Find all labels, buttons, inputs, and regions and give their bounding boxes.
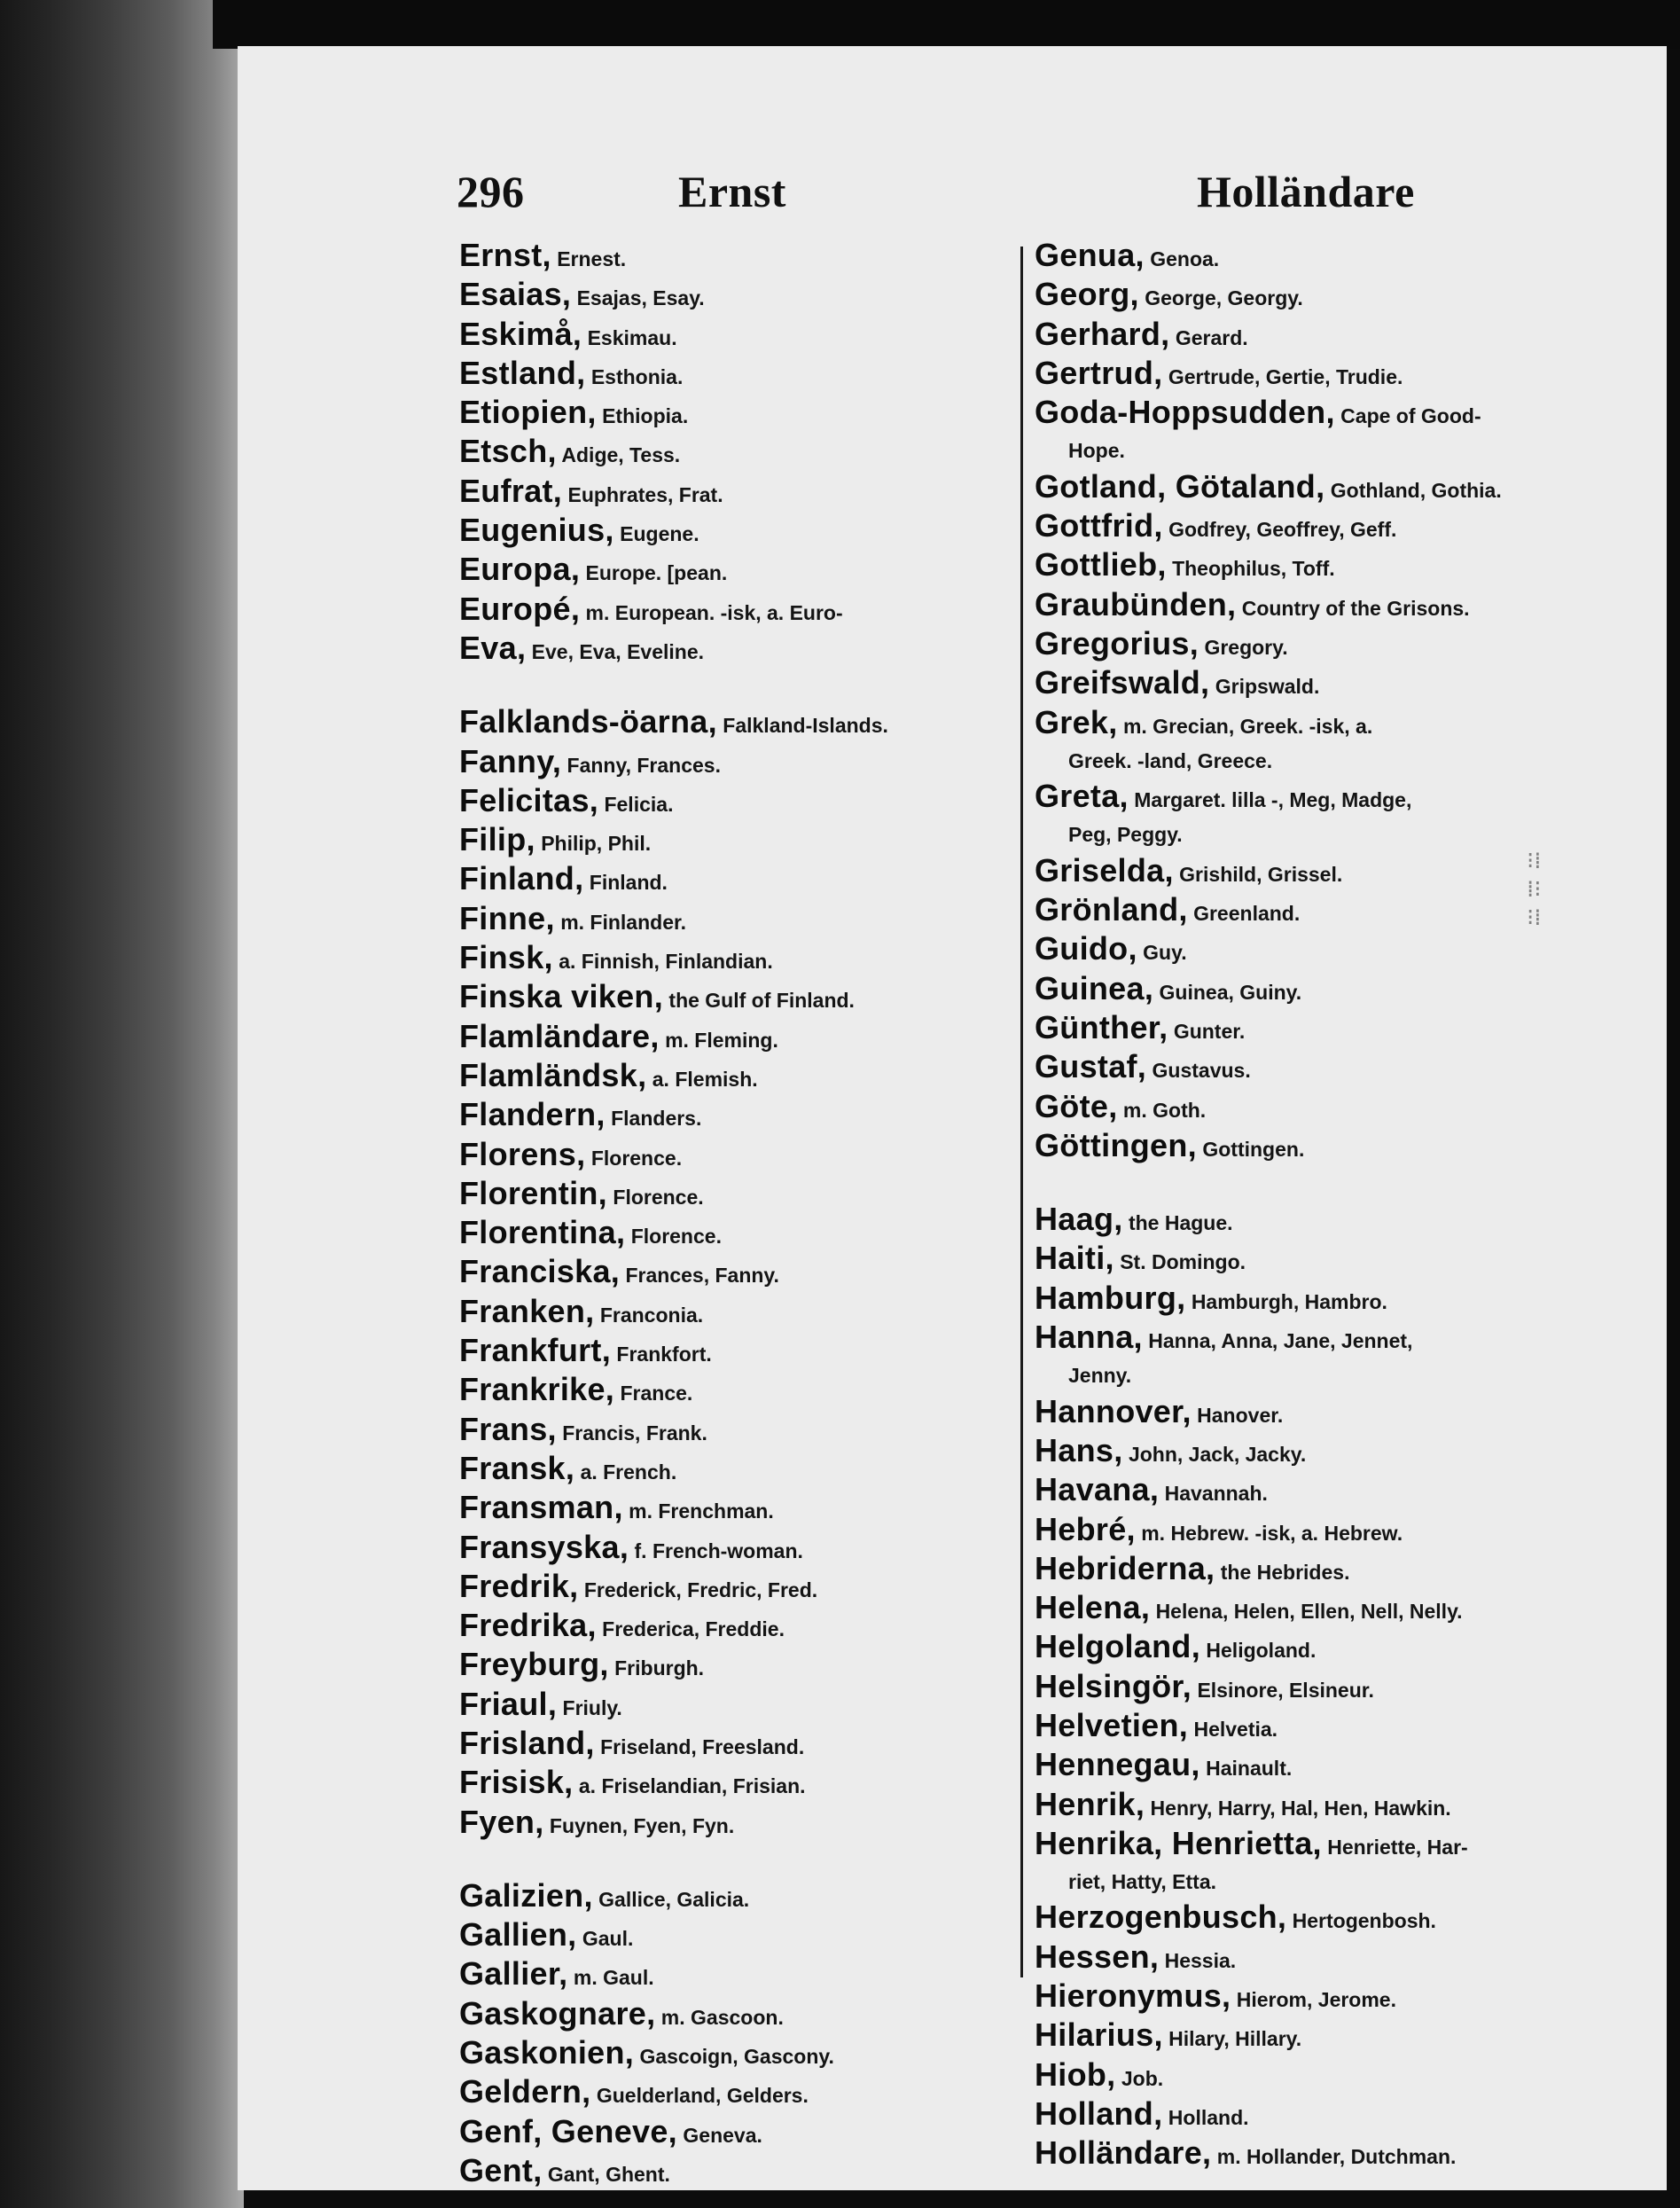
- dictionary-entry: [459, 513, 1040, 552]
- dictionary-entry: [459, 1451, 1040, 1490]
- definition: Philip, Phil.: [541, 832, 652, 856]
- definition: a. Flemish.: [652, 1067, 758, 1091]
- definition: m. Grecian, Greek. -isk, a.: [1122, 714, 1373, 738]
- definition: m. Gaul.: [573, 1966, 654, 1990]
- dictionary-entry: [1035, 1010, 1602, 1049]
- definition: Gallice, Galicia.: [598, 1887, 750, 1911]
- definition: Friseland, Freesland.: [600, 1734, 805, 1758]
- dictionary-entry: [459, 2114, 1040, 2153]
- dictionary-entry: [1035, 508, 1602, 547]
- definition: Hilary, Hillary.: [1168, 2027, 1302, 2051]
- headword: Filip,: [459, 821, 535, 858]
- definition: Havannah.: [1164, 1482, 1268, 1506]
- dictionary-entry: [1035, 1551, 1602, 1590]
- headword: Haag,: [1035, 1201, 1123, 1238]
- definition: Frederick, Fredric, Fred.: [583, 1578, 818, 1601]
- dictionary-entry: [1035, 665, 1602, 704]
- dictionary-entry: [459, 1726, 1040, 1765]
- dictionary-entry: [459, 1294, 1040, 1333]
- dictionary-entry: [459, 1530, 1040, 1569]
- headword: Florentin,: [459, 1174, 607, 1211]
- definition: the Hague.: [1128, 1211, 1233, 1235]
- headword: Gaskognare,: [459, 1994, 656, 2032]
- headword: Helgoland,: [1035, 1628, 1201, 1665]
- dictionary-entry: [1035, 1590, 1602, 1629]
- entry-continuation: Hope.: [1068, 439, 1125, 463]
- headword: Eskimå,: [459, 315, 582, 352]
- headword: Eufrat,: [459, 472, 563, 509]
- headword: Europa,: [459, 551, 581, 588]
- headword: Greta,: [1035, 778, 1129, 815]
- headword: Holländare,: [1035, 2134, 1212, 2172]
- dictionary-entry: [1035, 1899, 1602, 1938]
- dictionary-entry: [459, 1647, 1040, 1686]
- definition: Gothland, Gothia.: [1330, 478, 1502, 502]
- entry-continuation: riet, Hatty, Etta.: [1068, 1870, 1216, 1894]
- dictionary-entry: [459, 1412, 1040, 1451]
- headword: Felicitas,: [459, 781, 599, 818]
- definition: George, Georgy.: [1145, 286, 1303, 310]
- headword: Greifswald,: [1035, 664, 1210, 701]
- dictionary-entry: [1035, 1669, 1602, 1708]
- headword: Frans,: [459, 1410, 557, 1447]
- definition: m. Finlander.: [560, 910, 687, 934]
- left-column: [459, 238, 1040, 2192]
- headword: Fredrika,: [459, 1607, 597, 1644]
- definition: m. Hebrew. -isk, a. Hebrew.: [1141, 1521, 1403, 1545]
- dictionary-entry: [1035, 779, 1602, 818]
- dictionary-entry: [459, 1097, 1040, 1136]
- headword: Finne,: [459, 899, 555, 936]
- headword: Hebriderna,: [1035, 1549, 1215, 1586]
- dictionary-entry: [459, 434, 1040, 473]
- headword: Galizien,: [459, 1876, 593, 1914]
- definition: Hainault.: [1206, 1757, 1293, 1781]
- dictionary-entry: [459, 591, 1040, 630]
- dictionary-entry: [1035, 1319, 1602, 1358]
- definition: Margaret. lilla -, Meg, Madge,: [1134, 788, 1412, 812]
- headword: Genf, Geneve,: [459, 2112, 677, 2149]
- dictionary-entry: [459, 861, 1040, 900]
- definition: Grishild, Grissel.: [1179, 862, 1343, 886]
- definition: Hamburgh, Hambro.: [1191, 1289, 1387, 1313]
- headword: Estland,: [459, 354, 586, 391]
- dictionary-entry: [1035, 1629, 1602, 1668]
- dictionary-entry: [459, 744, 1040, 783]
- dictionary-entry: [1035, 1089, 1602, 1128]
- entry-continuation: Jenny.: [1068, 1364, 1132, 1388]
- dictionary-entry: [1035, 395, 1602, 434]
- headword: Frisisk,: [459, 1764, 574, 1801]
- headword: Frankfurt,: [459, 1332, 612, 1369]
- headword: Haiti,: [1035, 1240, 1114, 1277]
- dictionary-entry: [459, 704, 1040, 743]
- dictionary-entry: [459, 1019, 1040, 1058]
- dictionary-entry: [459, 940, 1040, 979]
- headword: Finsk,: [459, 939, 553, 976]
- definition: Godfrey, Geoffrey, Geff.: [1168, 518, 1397, 542]
- dictionary-entry: [1035, 356, 1602, 395]
- dictionary-entry: [459, 1490, 1040, 1529]
- definition: m. Hollander, Dutchman.: [1216, 2145, 1457, 2169]
- dictionary-entry: [459, 1805, 1040, 1844]
- headword: Fanny,: [459, 742, 562, 779]
- dictionary-entry: [459, 356, 1040, 395]
- dictionary-entry: [459, 2035, 1040, 2074]
- definition: Eve, Eva, Eveline.: [531, 639, 704, 663]
- definition: Country of the Grisons.: [1241, 596, 1470, 620]
- dictionary-entry: [1035, 469, 1602, 508]
- dictionary-entry: [1035, 1826, 1602, 1865]
- definition: Gerard.: [1175, 325, 1248, 349]
- headword: Fransman,: [459, 1489, 623, 1526]
- dictionary-entry: [1035, 971, 1602, 1010]
- dictionary-entry: [1035, 931, 1602, 970]
- headword: Goda-Hoppsudden,: [1035, 394, 1335, 431]
- dictionary-entry: [1035, 1787, 1602, 1826]
- definition: Elsinore, Elsineur.: [1197, 1678, 1374, 1702]
- headword: Etsch,: [459, 433, 557, 470]
- headword: Fyen,: [459, 1803, 544, 1840]
- dictionary-entry: [459, 2074, 1040, 2113]
- right-column: [1035, 238, 1602, 2175]
- headword: Fredrik,: [459, 1567, 579, 1604]
- headword: Gerhard,: [1035, 315, 1170, 352]
- dictionary-entry: [459, 630, 1040, 669]
- headword: Eva,: [459, 629, 527, 666]
- definition: m. Fleming.: [665, 1028, 778, 1052]
- headword: Griselda,: [1035, 851, 1174, 889]
- definition: Greenland.: [1193, 902, 1301, 926]
- definition: Felicia.: [604, 792, 674, 816]
- headword: Europé,: [459, 590, 581, 627]
- dictionary-entry: [459, 1569, 1040, 1608]
- guide-word-right: Holländare: [1197, 167, 1415, 216]
- definition: Fuynen, Fyen, Fyn.: [549, 1813, 735, 1837]
- definition: Gregory.: [1204, 635, 1288, 659]
- headword: Flamländare,: [459, 1017, 660, 1054]
- definition: Frances, Fanny.: [625, 1264, 779, 1288]
- definition: Theophilus, Toff.: [1172, 557, 1335, 581]
- headword: Frankrike,: [459, 1371, 615, 1408]
- definition: France.: [620, 1382, 693, 1405]
- dictionary-entry: [459, 1878, 1040, 1917]
- headword: Franken,: [459, 1292, 595, 1329]
- headword: Grönland,: [1035, 891, 1188, 928]
- scan-border-top: [213, 0, 1680, 49]
- definition: Holland.: [1168, 2105, 1249, 2129]
- dictionary-entry: [459, 277, 1040, 316]
- dictionary-entry: [1035, 238, 1602, 277]
- definition: Henriette, Har-: [1327, 1835, 1468, 1859]
- headword: Florens,: [459, 1135, 586, 1172]
- definition: Gaul.: [582, 1927, 634, 1951]
- dictionary-entry: [1035, 1128, 1602, 1167]
- headword: Hebré,: [1035, 1510, 1136, 1547]
- definition: the Hebrides.: [1220, 1560, 1350, 1584]
- headword: Frisland,: [459, 1724, 595, 1761]
- headword: Etiopien,: [459, 394, 597, 431]
- headword: Florentina,: [459, 1214, 626, 1251]
- dictionary-entry: [459, 238, 1040, 277]
- headword: Hiob,: [1035, 2055, 1116, 2093]
- headword: Gertrud,: [1035, 354, 1163, 391]
- dictionary-entry: [459, 1765, 1040, 1804]
- definition: Hertogenbosh.: [1292, 1909, 1436, 1933]
- definition: Guelderland, Gelders.: [596, 2084, 809, 2108]
- definition: Hanover.: [1197, 1403, 1284, 1427]
- headword: Hieronymus,: [1035, 1977, 1231, 2015]
- definition: Friuly.: [562, 1695, 622, 1719]
- definition: Francis, Frank.: [562, 1421, 707, 1445]
- dictionary-entry: [459, 1058, 1040, 1097]
- dictionary-entry: [1035, 547, 1602, 586]
- headword: Franciska,: [459, 1253, 621, 1290]
- definition: Franconia.: [599, 1303, 704, 1327]
- headword: Hannover,: [1035, 1392, 1192, 1429]
- section-gap: [459, 1844, 1040, 1878]
- definition: Job.: [1121, 2066, 1164, 2090]
- headword: Herzogenbusch,: [1035, 1899, 1287, 1936]
- dictionary-entry: [1035, 626, 1602, 665]
- dictionary-entry: [1035, 277, 1602, 316]
- dictionary-entry: [459, 1956, 1040, 1995]
- dictionary-entry: [1035, 1978, 1602, 2017]
- dictionary-entry: [459, 395, 1040, 434]
- headword: Gent,: [459, 2151, 543, 2188]
- entry-continuation: Peg, Peggy.: [1068, 823, 1183, 847]
- headword: Hessen,: [1035, 1938, 1160, 1975]
- headword: Ernst,: [459, 237, 551, 273]
- definition: Eugene.: [620, 522, 699, 546]
- dictionary-entry: [1035, 1394, 1602, 1433]
- dictionary-entry: [1035, 1202, 1602, 1241]
- headword: Göttingen,: [1035, 1126, 1197, 1163]
- dictionary-entry: [459, 1608, 1040, 1647]
- dictionary-entry: [459, 2153, 1040, 2192]
- headword: Freyburg,: [459, 1646, 609, 1683]
- headword: Hans,: [1035, 1431, 1123, 1468]
- dictionary-entry: [459, 979, 1040, 1018]
- headword: Friaul,: [459, 1685, 558, 1722]
- definition: Finland.: [589, 871, 668, 895]
- section-gap: [1035, 1167, 1602, 1202]
- definition: a. Friselandian, Frisian.: [578, 1774, 806, 1798]
- definition: Genoa.: [1150, 247, 1220, 270]
- definition: John, Jack, Jacky.: [1128, 1442, 1307, 1466]
- headword: Guido,: [1035, 930, 1137, 967]
- dictionary-entry: [1035, 1241, 1602, 1280]
- headword: Helsingör,: [1035, 1667, 1192, 1704]
- dictionary-entry: [1035, 2057, 1602, 2096]
- definition: Friburgh.: [614, 1656, 705, 1680]
- headword: Eugenius,: [459, 512, 614, 549]
- definition: f. French-woman.: [634, 1539, 803, 1562]
- headword: Graubünden,: [1035, 585, 1237, 622]
- definition: Helena, Helen, Ellen, Nell, Nelly.: [1155, 1600, 1463, 1624]
- headword: Hanna,: [1035, 1319, 1143, 1356]
- definition: Fanny, Frances.: [567, 753, 721, 777]
- dictionary-entry: [459, 1996, 1040, 2035]
- dictionary-entry: [459, 1372, 1040, 1411]
- definition: Esthonia.: [590, 364, 684, 388]
- headword: Gaskonien,: [459, 2034, 635, 2071]
- dictionary-entry: [1035, 2017, 1602, 2056]
- dictionary-entry: [1035, 587, 1602, 626]
- definition: Florence.: [630, 1225, 722, 1249]
- definition: Flanders.: [611, 1107, 702, 1131]
- definition: the Gulf of Finland.: [668, 989, 855, 1013]
- dictionary-entry: [1035, 2135, 1602, 2174]
- book-spine: [0, 0, 244, 2208]
- section-gap: [459, 669, 1040, 704]
- headword: Grek,: [1035, 703, 1118, 740]
- dictionary-entry: [1035, 1472, 1602, 1511]
- definition: Gascoign, Gascony.: [639, 2045, 834, 2069]
- dictionary-entry: [459, 317, 1040, 356]
- definition: Europe. [pean.: [585, 561, 728, 585]
- definition: Falkland-Islands.: [723, 714, 888, 738]
- headword: Gallien,: [459, 1916, 577, 1954]
- headword: Flamländsk,: [459, 1056, 647, 1093]
- definition: Florence.: [613, 1185, 704, 1209]
- headword: Flandern,: [459, 1096, 606, 1133]
- definition: Euphrates, Frat.: [567, 482, 723, 506]
- headword: Finland,: [459, 860, 584, 897]
- definition: Guinea, Guiny.: [1159, 980, 1302, 1004]
- dictionary-entry: [1035, 1939, 1602, 1978]
- definition: Frankfort.: [616, 1343, 712, 1366]
- dictionary-entry: [459, 1687, 1040, 1726]
- headword: Gottlieb,: [1035, 546, 1167, 583]
- headword: Falklands-öarna,: [459, 703, 717, 740]
- definition: Gottingen.: [1202, 1137, 1305, 1161]
- headword: Hennegau,: [1035, 1746, 1200, 1783]
- definition: Guy.: [1143, 941, 1187, 965]
- headword: Fransk,: [459, 1449, 575, 1486]
- headword: Fransyska,: [459, 1528, 629, 1565]
- definition: Gustavus.: [1152, 1059, 1251, 1083]
- definition: m. Gascoon.: [660, 2005, 784, 2029]
- dictionary-entry: [459, 1333, 1040, 1372]
- headword: Esaias,: [459, 276, 572, 313]
- definition: a. French.: [580, 1460, 677, 1484]
- headword: Havana,: [1035, 1471, 1160, 1508]
- dictionary-entry: [459, 1254, 1040, 1293]
- definition: Ethiopia.: [602, 404, 689, 428]
- dictionary-entry: [1035, 892, 1602, 931]
- definition: Florence.: [590, 1146, 683, 1170]
- dictionary-entry: [1035, 1049, 1602, 1088]
- definition: Geneva.: [683, 2123, 762, 2147]
- definition: Cape of Good-: [1340, 404, 1481, 428]
- dictionary-entry: [1035, 1512, 1602, 1551]
- dictionary-entry: [459, 1176, 1040, 1215]
- headword: Gotland, Götaland,: [1035, 467, 1325, 505]
- headword: Hilarius,: [1035, 2016, 1163, 2054]
- definition: Esajas, Esay.: [576, 286, 705, 310]
- guide-word-left: Ernst: [678, 167, 786, 216]
- dictionary-entry: [459, 901, 1040, 940]
- definition: m. Frenchman.: [629, 1499, 774, 1523]
- headword: Henrik,: [1035, 1785, 1145, 1822]
- definition: Ernest.: [557, 247, 627, 270]
- headword: Guinea,: [1035, 969, 1154, 1006]
- dictionary-entry: [1035, 853, 1602, 892]
- dictionary-entry: [1035, 317, 1602, 356]
- margin-bleed-mark: ⁝⁞ ⁞⁝ ⁝⁞: [1527, 848, 1542, 931]
- headword: Gregorius,: [1035, 624, 1199, 662]
- headword: Göte,: [1035, 1087, 1118, 1124]
- definition: m. Goth.: [1122, 1098, 1207, 1122]
- definition: St. Domingo.: [1120, 1250, 1246, 1274]
- headword: Hamburg,: [1035, 1279, 1186, 1316]
- definition: Hierom, Jerome.: [1236, 1988, 1396, 2012]
- definition: Henry, Harry, Hal, Hen, Hawkin.: [1150, 1796, 1451, 1820]
- headword: Günther,: [1035, 1008, 1168, 1045]
- definition: a. Finnish, Finlandian.: [559, 950, 773, 974]
- dictionary-entry: [1035, 1280, 1602, 1319]
- headword: Helena,: [1035, 1589, 1151, 1626]
- definition: Hessia.: [1164, 1948, 1237, 1972]
- dictionary-entry: [459, 552, 1040, 591]
- headword: Genua,: [1035, 237, 1145, 273]
- headword: Gallier,: [459, 1955, 568, 1993]
- definition: Frederica, Freddie.: [602, 1617, 785, 1641]
- definition: Heligoland.: [1206, 1639, 1317, 1663]
- dictionary-entry: [459, 1137, 1040, 1176]
- headword: Gustaf,: [1035, 1048, 1147, 1085]
- column-divider: [1020, 247, 1023, 1977]
- dictionary-entry: [459, 822, 1040, 861]
- dictionary-entry: [1035, 1708, 1602, 1747]
- definition: Gripswald.: [1215, 675, 1320, 699]
- dictionary-entry: [1035, 1747, 1602, 1786]
- dictionary-entry: [459, 783, 1040, 822]
- definition: Gertrude, Gertie, Trudie.: [1168, 364, 1403, 388]
- headword: Helvetien,: [1035, 1706, 1189, 1743]
- headword: Holland,: [1035, 2094, 1163, 2132]
- definition: m. European. -isk, a. Euro-: [585, 600, 843, 624]
- headword: Henrika, Henrietta,: [1035, 1824, 1322, 1861]
- definition: Helvetia.: [1193, 1717, 1278, 1741]
- dictionary-entry: [459, 474, 1040, 513]
- definition: Hanna, Anna, Jane, Jennet,: [1148, 1329, 1413, 1353]
- dictionary-entry: [459, 1215, 1040, 1254]
- definition: Gant, Ghent.: [547, 2162, 670, 2186]
- dictionary-entry: [459, 1917, 1040, 1956]
- headword: Georg,: [1035, 276, 1139, 313]
- headword: Gottfrid,: [1035, 507, 1163, 544]
- headword: Geldern,: [459, 2073, 591, 2110]
- dictionary-entry: [1035, 1433, 1602, 1472]
- headword: Finska viken,: [459, 978, 664, 1015]
- page-number: 296: [457, 167, 525, 216]
- definition: Eskimau.: [587, 325, 677, 349]
- dictionary-entry: [1035, 705, 1602, 744]
- entry-continuation: Greek. -land, Greece.: [1068, 748, 1273, 772]
- definition: Adige, Tess.: [561, 443, 681, 467]
- dictionary-entry: [1035, 2096, 1602, 2135]
- definition: Gunter.: [1173, 1019, 1246, 1043]
